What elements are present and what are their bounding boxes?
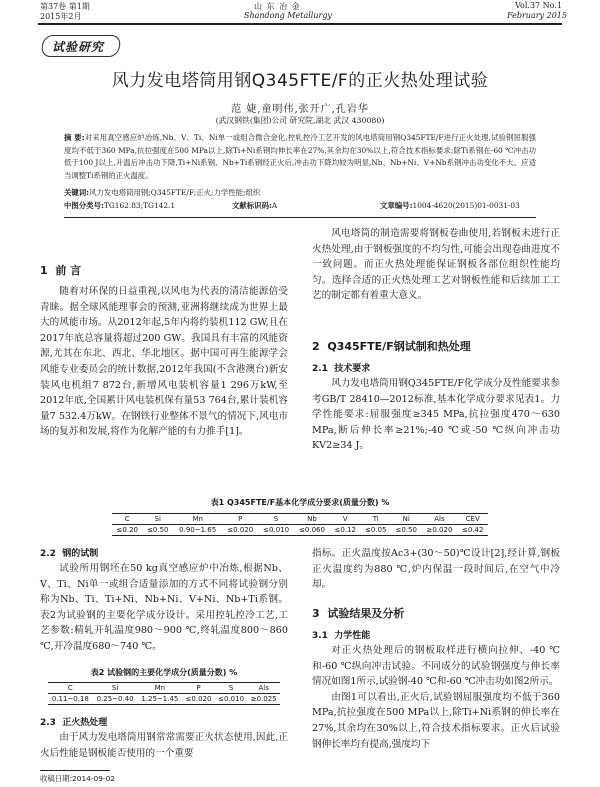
section-1-heading — [40, 262, 81, 278]
header-date-en: February 2015 — [507, 11, 567, 20]
abstract-label: 摘 要: — [64, 133, 85, 142]
keywords — [64, 187, 536, 200]
table-2-header-cell: Si — [93, 683, 138, 694]
abstract-rule — [64, 217, 536, 218]
table-2-cell: 0.11~0.18 — [51, 695, 89, 703]
doc-code — [232, 200, 277, 213]
clc — [64, 200, 175, 213]
section-1-title: 前 言 — [55, 264, 82, 277]
doc-code-label: 文献标识码: — [232, 201, 272, 210]
section-3-1-body — [312, 643, 560, 752]
section-2-1-number: 2.1 — [312, 364, 328, 374]
section-2-3-body-continued — [312, 546, 560, 593]
doc-code-value: A — [271, 201, 278, 210]
section-2-1-paragraph: 风力发电塔筒用钢Q345FTE/F化学成分及性能要求参考GB/T 28410—2012标准,基本化学成分要求见表1。力学性能要求:屈服强度≥345 MPa,抗拉强度470～630 MPa,断后伸长率≥21%;-40 ℃或-50 ℃纵向冲击功KV2≥34 J。 — [312, 378, 560, 452]
table-2 — [48, 682, 280, 705]
table-1-header-cell: Als — [422, 514, 458, 525]
article-title: 风力发电塔筒用钢Q345FTE/F的正火热处理试验 — [111, 71, 489, 91]
section-3-1-number: 3.1 — [312, 631, 328, 641]
section-3-1-paragraph-2: 由图1可以看出,正火后,试验钢屈服强度均不低于360 MPa,抗拉强度在500 MPa以上,除Ti+Ni系钢的伸长率在27%,其余均在30%以上,符合技术指标要求。正火后试验钢伸长率均有提高,强度均下 — [312, 691, 560, 750]
table-1-cell: ≤0.42 — [461, 526, 484, 534]
article-number-label: 文章编号: — [380, 201, 413, 210]
table-2-header-cell: S — [215, 683, 248, 694]
footnote-rule — [40, 770, 110, 771]
keywords-text: 风力发电塔筒用钢;Q345FTE/F;正火;力学性能;组织 — [89, 188, 261, 197]
section-2-2-paragraph: 试验所用钢坯在50 kg真空感应炉中冶炼,根据Nb、V、Ti、Ni单一或组合适量添加的方式不同将试验钢分别称为Nb、Ti、Ti+Ni、Nb+Ni、V+Ni、Nb+Ti系钢。表2为试验钢的主要化学成分设计。采用控轧控冷工艺,工艺参数:精轧开轧温度980～900 ℃,终轧温度800～860 ℃,开冷温度680～740 ℃。 — [40, 563, 288, 652]
table-1-cell: ≤0.20 — [116, 526, 138, 534]
section-3-heading — [312, 605, 404, 621]
table-1-cell: 0.90~1.65 — [179, 526, 217, 534]
section-1-paragraph-2: 风电塔筒的制造需要将钢板卷曲使用,若钢板未进行正火热处理,由于钢板强度的不均匀性,可能会出现卷曲进度不一致问题。而正火热处理能保证钢板各部位组织性能均匀。选择合适的正火热处理工艺对钢板性能和后续加工工艺的制定都有着重大意义。 — [312, 228, 560, 302]
section-2-1-title: 技术要求 — [334, 364, 371, 374]
article-number — [380, 200, 520, 213]
table-2-caption: 表2 试验钢的主要化学成分(质量分数) % — [90, 668, 238, 677]
table-1-header-cell: Ti — [360, 514, 391, 525]
header-journal-en: Shandong Metallurgy — [244, 11, 332, 20]
table-1-caption: 表1 Q345FTE/F基本化学成分要求(质量分数) % — [210, 498, 390, 507]
section-2-3-body — [40, 730, 288, 761]
section-2-1-heading — [312, 361, 370, 374]
clc-label: 中图分类号: — [64, 201, 104, 210]
table-1-header-row — [112, 514, 488, 525]
section-2-3-paragraph-2: 指标。正火温度按Ac3+(30～50)℃设计[2],经计算,钢板正火温度约为880 ℃,炉内保温一段时间后,在空气中冷却。 — [312, 548, 560, 591]
abstract-text: 对采用真空感应炉冶炼,Nb、V、Ti、Ni单一或组合微合金化,控轧控冷工艺开发的风电塔筒用钢Q345FTE/F进行正火处理,试验钢屈服强度均不低于360 MPa,抗拉强度在500 MPa以上,除Ti+Ni系钢均伸长率在27%,其余均在30%以上,符合技术指标要求;除Ti系钢在-60 ℃冲击功低于100 J以上,升温后冲击功下降,Ti+Ni系钢、Nb+Ti系钢经正火后,冲击功下降均较为明显,Nb、Nb+Ni、V+Nb系钢冲击功变化不大。应适当调整Ti系钢的正火温度。 — [64, 133, 537, 180]
clc-value: TG162.83;TG142.1 — [103, 201, 176, 210]
section-3-1-title: 力学性能 — [334, 631, 371, 641]
section-2-2-heading — [40, 546, 98, 559]
table-2-cell: ≤0.020 — [185, 695, 212, 703]
header-volume-en: Vol.37 No.1 — [515, 1, 562, 10]
table-1-cell: ≤0.50 — [147, 526, 169, 534]
table-2-cell: ≥0.025 — [250, 695, 277, 703]
table-1-header-cell: C — [112, 514, 143, 525]
section-2-1-body — [312, 376, 560, 454]
table-1-header-cell: CEV — [457, 514, 488, 525]
section-2-3-paragraph: 由于风力发电塔筒用钢常常需要正火状态使用,因此,正火后性能是钢板能否使用的一个重要 — [40, 732, 288, 759]
section-3-number: 3 — [312, 607, 320, 620]
article-number-value: 1004-4620(2015)01-0031-03 — [412, 201, 520, 210]
abstract — [64, 132, 536, 182]
table-1-header-cell: P — [222, 514, 258, 525]
table-row — [48, 694, 280, 705]
table-1-cell: ≤0.50 — [395, 526, 417, 534]
table-1-cell: ≥0.020 — [426, 526, 453, 534]
table-2-header-cell: Als — [247, 683, 280, 694]
table-1-cell: ≤0.12 — [334, 526, 356, 534]
table-1-cell: ≤0.060 — [299, 526, 325, 534]
header-date-cn: 2015年2月 — [40, 12, 82, 21]
table-1-cell: ≤0.010 — [263, 526, 290, 534]
section-2-3-heading — [40, 715, 107, 728]
section-2-heading — [312, 338, 471, 354]
article-authors: 范 婕,童明伟,张开广,孔岩华 — [231, 104, 369, 115]
table-2-cell: 1.25~1.45 — [141, 695, 179, 703]
section-2-2-title: 钢的试制 — [62, 549, 99, 559]
keywords-label: 关键词: — [64, 188, 90, 197]
table-1-cell: ≤0.020 — [227, 526, 254, 534]
section-2-3-title: 正火热处理 — [62, 718, 108, 728]
table-2-header-cell: Mn — [137, 683, 182, 694]
section-2-2-body — [40, 561, 288, 655]
table-1-header-cell: Ni — [391, 514, 422, 525]
table-1-cell: ≤0.05 — [364, 526, 387, 534]
section-1-paragraph: 随着对环保的日益重视,以风电为代表的清洁能源倍受青睐。据全球风能理事会的预测,亚洲将继续成为世界上最大的风能市场。从2012年起,5年内将约装机112 GW,且在2017年底总容量将超过200 GW。我国具有丰富的风能资源,尤其在东北、西北、华北地区。据中国可再生能源学会风能专业委员会的统计数据,2012年我国(不含港澳台)新安装风电机组7 872台,新增风电装机容量1 296万kW,至2012年底,全国累计风电装机保有量53 764台,累计装机容量7 532.4万kW。在钢铁行业整体不景气的情况下,风电市场的复苏和发展,将作为化解产能的有力推手[1]。 — [40, 286, 288, 438]
section-3-1-paragraph: 对正火热处理后的钢板取样进行横向拉伸、-40 ℃和-60 ℃纵向冲击试验。不同成分的试验钢强度与伸长率情况如图1所示,试验钢-40 ℃和-60 ℃冲击功如图2所示。 — [312, 645, 560, 688]
header-volume-cn: 第37卷 第1期 — [40, 2, 90, 11]
table-2-header-cell: P — [182, 683, 215, 694]
table-1 — [112, 513, 488, 536]
header-rule — [38, 23, 562, 25]
section-2-2-number: 2.2 — [40, 549, 56, 559]
footnote-received: 收稿日期:2014-09-02 — [40, 774, 116, 783]
table-2-header-cell: C — [48, 683, 93, 694]
table-1-header-cell: V — [330, 514, 361, 525]
table-1-header-cell: Nb — [294, 514, 330, 525]
section-1-body — [40, 284, 288, 440]
header-journal-cn: 山 东 冶 金 — [254, 2, 301, 11]
section-2-3-number: 2.3 — [40, 718, 56, 728]
section-3-1-heading — [312, 628, 370, 641]
section-1-number: 1 — [40, 264, 48, 277]
table-1-header-cell: S — [258, 514, 294, 525]
section-2-number: 2 — [312, 340, 320, 353]
table-1-header-cell: Si — [143, 514, 174, 525]
article-affiliation: (武汉钢铁(集团)公司 研究院,湖北 武汉 430080) — [215, 116, 385, 125]
section-2-title: Q345FTE/F钢试制和热处理 — [327, 340, 471, 353]
table-2-cell: 0.25~0.40 — [96, 695, 134, 703]
table-1-header-cell: Mn — [173, 514, 222, 525]
table-2-cell: ≤0.010 — [218, 695, 245, 703]
right-column-intro — [312, 226, 560, 304]
table-row — [112, 525, 488, 536]
section-3-title: 试验结果及分析 — [327, 607, 405, 620]
table-2-header-row — [48, 683, 280, 694]
column-tag: 试验研究 — [52, 40, 105, 54]
